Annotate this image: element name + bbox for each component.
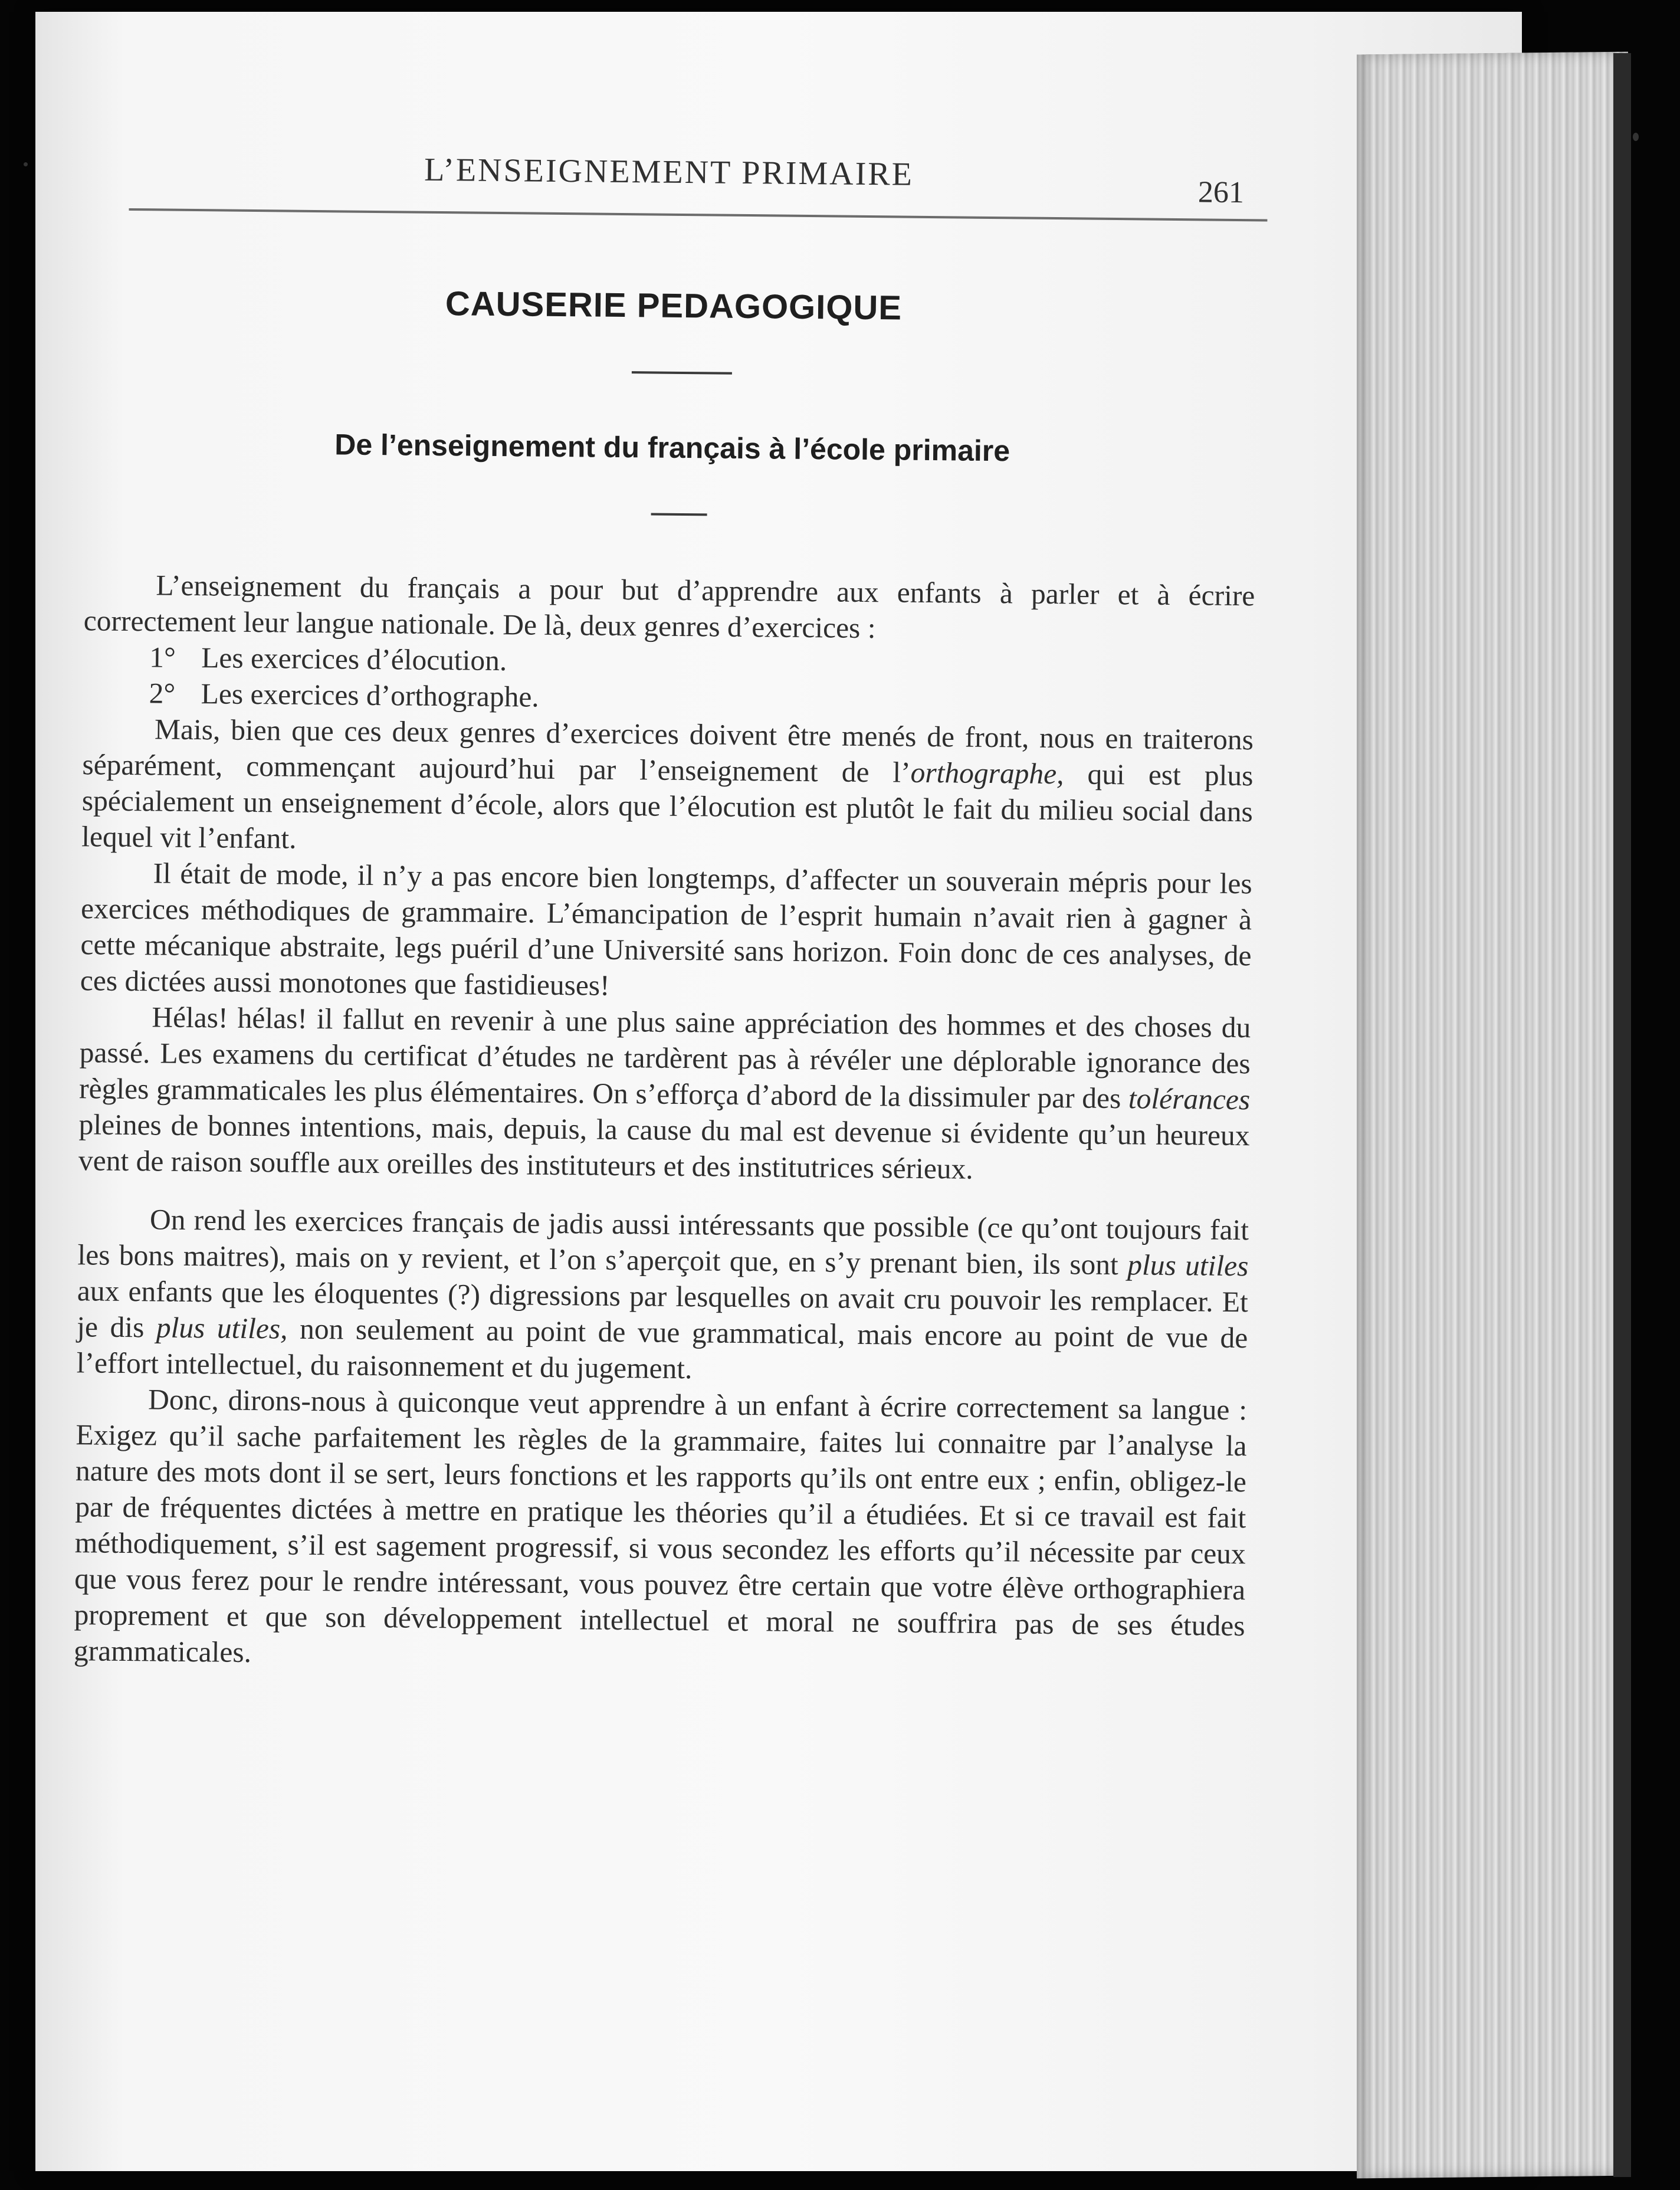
list-item: 2° Les exercices d’orthographe.	[149, 677, 539, 713]
section-subtitle: De l’enseignement du français à l’école primaire	[334, 428, 1010, 468]
paragraph-intro: L’enseignement du français a pour but d’apprendre aux enfants à parler et à écrire correctement leur langue nationale. De là, deux genres d’exercices :	[83, 569, 1255, 645]
emphasis: orthographe,	[910, 756, 1064, 791]
paragraph: On rend les exercices français de jadis aussi intéressants que possible (ce qu’ont toujours fait les bons maitres), mais on y revient, et l’on s’aperçoit que, en s’y prenant bien, ils sont plus utiles aux enfants que les éloquentes (?) digressions par lesquelles on avait cru pouvoir les remplacer. Et je dis plus utiles, non seulement au point de vue grammatical, mais encore au point de vue de l’effort intellectuel, du raisonnement et du jugement.	[76, 1203, 1249, 1385]
running-title: L’ENSEIGNEMENT PRIMAIRE	[424, 151, 914, 193]
emphasis: plus utiles,	[156, 1311, 288, 1345]
page-edge-stack	[1357, 52, 1628, 2179]
paragraph: Hélas! hélas! il fallut en revenir à une plus saine appréciation des hommes et des choses du passé. Les examens du certificat d’études ne tardèrent pas à révéler une déplorable ignorance des règles grammaticales les plus élémentaires. On s’efforça d’abord de la dissimuler par des tolérances pleines de bonnes intentions, mais, depuis, la cause du mal est devenue si évidente qu’un heureux vent de raison souffle aux oreilles des instituteurs et des institutrices sérieux.	[78, 1001, 1251, 1185]
emphasis: tolérances	[1128, 1082, 1251, 1116]
subtitle-divider	[651, 513, 707, 516]
scan-speck	[1633, 133, 1639, 141]
list-item: 1° Les exercices d’élocution.	[149, 641, 507, 677]
title-divider	[632, 371, 732, 375]
binding-shadow	[1613, 53, 1631, 2177]
emphasis: plus utiles	[1127, 1248, 1249, 1283]
running-head	[70, 118, 1256, 218]
paragraph: Il était de mode, il n’y a pas encore bien longtemps, d’affecter un souverain mépris pour les exercices méthodiques de grammaire. L’émancipation de l’esprit humain n’avait rien à gagner à cette mécanique abstraite, legs puéril d’une Université sans horizon. Foin donc de ces analyses, de ces dictées aussi monotones que fastidieuses!	[80, 857, 1252, 1002]
page-text-block	[70, 118, 1256, 1669]
page-number: 261	[1197, 175, 1245, 210]
scan-speck	[24, 162, 28, 166]
paragraph: Mais, bien que ces deux genres d’exercices doivent être menés de front, nous en traiterons séparément, commençant aujourd’hui par l’enseignement de l’orthographe, qui est plus spécialement un enseignement d’école, alors que l’élocution est plutôt le fait du milieu social dans lequel vit l’enfant.	[81, 713, 1254, 855]
paragraph: Donc, dirons-nous à quiconque veut apprendre à un enfant à écrire correctement sa langue : Exigez qu’il sache parfaitement les règles de la grammaire, faites lui connaitre par l’analyse la nature des mots dont il se sert, leurs fonctions et les rapports qu’ils ont entre eux ; enfin, obligez-le par de fréquentes dictées à mettre en pratique les théories qu’il a étudiées. Et si ce travail est fait méthodiquement, s’il est sagement progressif, si vous secondez les efforts qu’il nécessite par ceux que vous ferez pour le rendre intéressant, vous pouvez être certain que votre élève orthographiera proprement et que son développement intellectuel et moral ne souffrira pas de ses études grammaticales.	[73, 1383, 1248, 1669]
book-page	[35, 12, 1522, 2171]
article-body	[74, 566, 1255, 1680]
section-title: CAUSERIE PEDAGOGIQUE	[445, 284, 903, 327]
